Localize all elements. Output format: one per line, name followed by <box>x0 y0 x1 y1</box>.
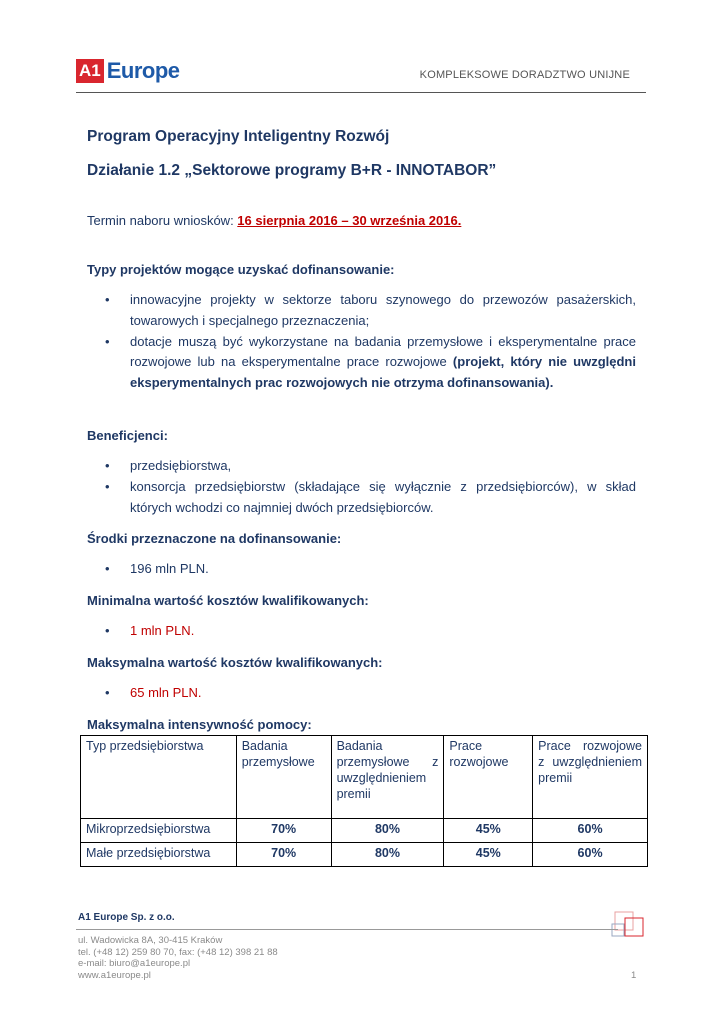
project-types-heading: Typy projektów mogące uzyskać dofinansowanie: <box>87 262 395 277</box>
beneficiaries-heading: Beneficjenci: <box>87 428 168 443</box>
header-cell-development: Prace rozwojowe <box>444 736 533 819</box>
list-item-text: dotacje muszą być wykorzystane na badania przemysłowe i eksperymentalne prace rozwojowe lub na eksperymentalne prace rozwojowe <box>130 333 636 370</box>
header-cell-industrial-research: Badania przemysłowe <box>236 736 331 819</box>
max-costs-heading: Maksymalna wartość kosztów kwalifikowanych: <box>87 655 383 670</box>
cell-type: Małe przedsiębiorstwa <box>81 843 237 867</box>
funds-heading: Środki przeznaczone na dofinansowanie: <box>87 531 342 546</box>
cell-value: 80% <box>331 819 444 843</box>
logo-a1-box: A1 <box>76 59 104 83</box>
beneficiaries-list <box>87 456 636 518</box>
aid-intensity-table <box>80 735 648 867</box>
list-item-text: innowacyjne projekty w sektorze taboru szynowego do przewozów pasażerskich, towarowych i specjalnego przeznaczenia; <box>130 292 636 328</box>
list-item <box>87 332 636 394</box>
term-label: Termin naboru wniosków: <box>87 213 238 228</box>
cell-value: 60% <box>533 843 648 867</box>
funds-list <box>87 559 636 580</box>
list-item-text: przedsiębiorstwa, <box>130 458 232 473</box>
list-item-text: 65 mln PLN. <box>130 685 202 700</box>
list-item-text: 1 mln PLN. <box>130 623 195 638</box>
footer-website[interactable]: www.a1europe.pl <box>78 969 151 981</box>
page-number: 1 <box>631 970 637 981</box>
footer-email[interactable]: e-mail: biuro@a1europe.pl <box>78 958 191 970</box>
footer-phone: tel. (+48 12) 259 80 70, fax: (+48 12) 398 21 88 <box>78 946 278 958</box>
footer-logo-icon <box>611 910 647 938</box>
list-item-text: 196 mln PLN. <box>130 561 209 576</box>
header-tagline: KOMPLEKSOWE DORADZTWO UNIJNE <box>419 69 630 81</box>
company-logo <box>76 59 180 83</box>
list-item <box>87 683 636 704</box>
list-item <box>87 456 636 477</box>
logo-europe-text: Europe <box>106 58 180 83</box>
table-header-row <box>81 736 648 819</box>
footer-divider <box>76 929 618 930</box>
cell-value: 60% <box>533 819 648 843</box>
cell-value: 45% <box>444 843 533 867</box>
intensity-heading: Maksymalna intensywność pomocy: <box>87 717 312 732</box>
project-types-list <box>87 290 636 394</box>
list-item <box>87 290 636 332</box>
footer-address: ul. Wadowicka 8A, 30-415 Kraków <box>78 935 223 946</box>
cell-type: Mikroprzedsiębiorstwa <box>81 819 237 843</box>
footer-company: A1 Europe Sp. z o.o. <box>78 912 175 923</box>
min-costs-list <box>87 621 636 642</box>
application-term <box>87 213 461 228</box>
list-item-text: konsorcja przedsiębiorstw (składające się wyłącznie z przedsiębiorców), w skład których wchodzi co najmniej dwóch przedsiębiorców. <box>130 478 636 515</box>
header-divider <box>76 92 646 93</box>
header-cell-type: Typ przedsiębiorstwa <box>81 736 237 819</box>
cell-value: 70% <box>236 843 331 867</box>
program-title: Program Operacyjny Inteligentny Rozwój <box>87 128 390 145</box>
term-dates: 16 sierpnia 2016 – 30 września 2016. <box>237 213 462 228</box>
action-title: Działanie 1.2 „Sektorowe programy B+R - INNOTABOR” <box>87 162 497 179</box>
max-costs-list <box>87 683 636 704</box>
min-costs-heading: Minimalna wartość kosztów kwalifikowanych: <box>87 593 369 608</box>
table-row <box>81 819 648 843</box>
cell-value: 80% <box>331 843 444 867</box>
cell-value: 45% <box>444 819 533 843</box>
cell-value: 70% <box>236 819 331 843</box>
footer-address-block <box>78 935 278 981</box>
list-item <box>87 559 636 580</box>
header-cell-development-premium: Prace rozwojowe z uwzględnieniem premii <box>533 736 648 819</box>
list-item-bold-text: (projekt, który nie uwzględni eksperymentalnych prac rozwojowych nie otrzyma dofinansowania). <box>130 354 636 391</box>
list-item <box>87 621 636 642</box>
list-item <box>87 477 636 519</box>
header-cell-industrial-research-premium: Badania przemysłowe z uwzględnieniem premii <box>331 736 444 819</box>
table-row <box>81 843 648 867</box>
